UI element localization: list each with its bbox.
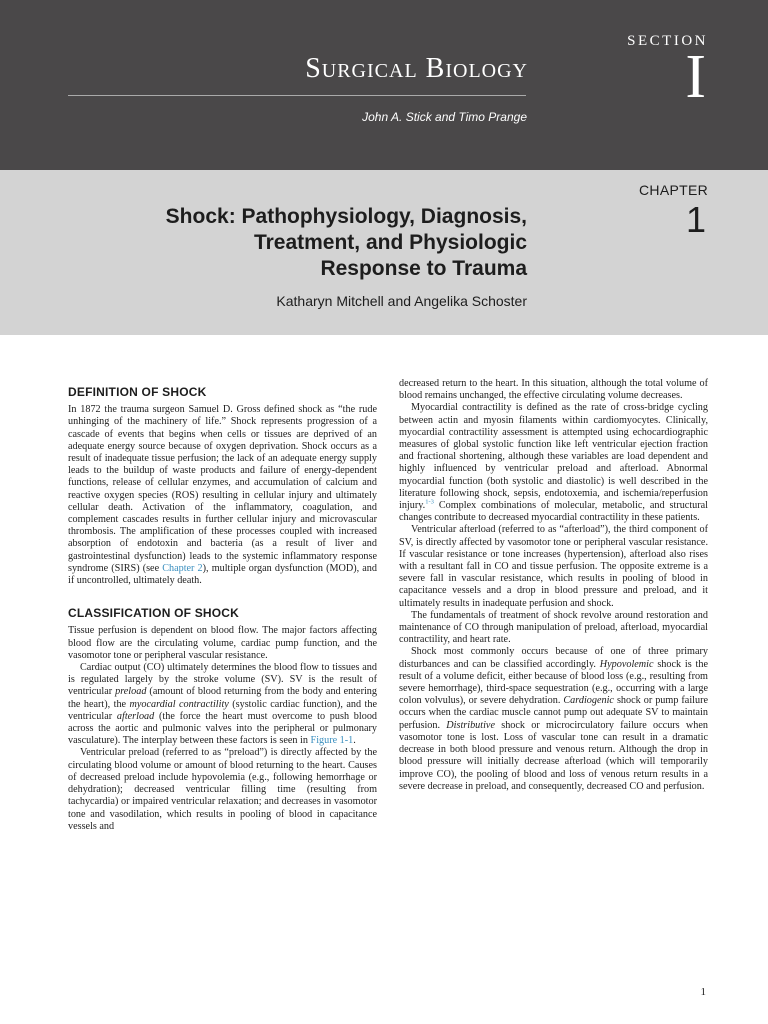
paragraph: decreased return to the heart. In this situation, although the total volume of blood remains unchanged, the effective circulating volume decreases. [399, 378, 708, 402]
chapter-label: CHAPTER [639, 182, 708, 198]
book-authors: John A. Stick and Timo Prange [362, 110, 527, 124]
title-divider [68, 95, 526, 96]
figure-1-1-link[interactable]: Figure 1-1 [310, 735, 354, 747]
paragraph: Ventricular preload (referred to as “preload”) is directly affected by the circulating blood volume or amount of blood returning to the heart. Causes of decreased preload include hypovolemia (e.g., following hemorrhage or dehydration); decreased ventricular filling time (resulting from tachycardia) or impaired ventricular relaxation; and decreases in vasomotor tone and vasodilation, which results in pooling of blood in capacitance vessels and [68, 747, 377, 832]
chapter-number: 1 [685, 199, 706, 240]
paragraph: The fundamentals of treatment of shock revolve around restoration and maintenance of CO through manipulation of preload, afterload, myocardial contractility, and heart rate. [399, 609, 708, 646]
section-number: I [685, 43, 706, 111]
chapter-title-line: Shock: Pathophysiology, Diagnosis, [165, 205, 527, 228]
margin-mark [2, 178, 8, 208]
chapter-title-line: Response to Trauma [320, 257, 527, 280]
chapter-authors: Katharyn Mitchell and Angelika Schoster [276, 293, 527, 309]
paragraph: Ventricular afterload (referred to as “afterload”), the third component of SV, is directly affected by vasomotor tone or peripheral vascular resistance. If vascular resistance or tone increases (hypertension), afterload also rises with a resultant fall in CO and tissue perfusion. The opposite extreme is a severe fall in vascular resistance, which results in pooling of blood in capacitance vessels and a drop in blood pressure and preload, and it ultimately results in inadequate perfusion and shock. [399, 524, 708, 609]
section-heading-definition: DEFINITION OF SHOCK [68, 385, 207, 399]
chapter-title-line: Treatment, and Physiologic [253, 231, 527, 254]
left-column [68, 378, 377, 833]
paragraph: Myocardial contractility is defined as the rate of cross-bridge cycling between actin and myosin filaments within cardiomyocytes. Clinically, myocardial contractility assessment is attempted using echocardiographic measures of global systolic function like left ventricular ejection fraction and fractional shortening, although these variables are load dependent and highly influenced by ventricular preload and afterload. Abnormal myocardial function (both systolic and diastolic) is well described in the literature following shock, sepsis, endotoxemia, and ischemia/reperfusion injury.$^{1-3}$ Complex combinations of molecular, metabolic, and structural changes contribute to decreased myocardial contractility in these patients. [399, 402, 708, 524]
chapter-title [67, 204, 527, 282]
paragraph: Tissue perfusion is dependent on blood flow. The major factors affecting blood flow are the circulating volume, cardiac pump function, and the vasomotor tone or peripheral vascular resistance. [68, 625, 377, 661]
section-heading-classification: CLASSIFICATION OF SHOCK [68, 606, 240, 621]
chapter-2-link[interactable]: Chapter 2 [162, 562, 203, 574]
paragraph: Cardiac output (CO) ultimately determines the blood flow to tissues and is regulated largely by the stroke volume (SV). SV is the result of ventricular preload (amount of blood returning from the body and entering the heart), the myocardial contractility (systolic cardiac function), and the ventricular afterload (the force the heart must overcome to push blood across the aortic and pulmonic valves into the peripheral or pulmonary vasculature). The interplay between these factors is seen in Figure 1-1. [68, 662, 378, 747]
book-title: Surgical Biology [305, 53, 528, 84]
section-label: SECTION [627, 33, 708, 49]
paragraph: Shock most commonly occurs because of one of three primary disturbances and can be classified accordingly. Hypovolemic shock is the result of a volume deficit, either because of blood loss (e.g., resulting from severe hemorrhage), third-space sequestration (e.g., occurring with a large colon volvulus), or severe dehydration. Cardiogenic shock or pump failure occurs when the cardiac muscle cannot pump out adequate SV to maintain perfusion. Distributive shock or microcirculatory failure occurs when vasomotor tone is lost. Loss of vascular tone can result in a dramatic decrease in both blood pressure and venous return. Although the drop in blood pressure will initially decrease afterload (which will temporarily improve CO), the pooling of blood and loss of venous return results in a severe decrease in preload, and consequently, decreased CO and perfusion. [399, 646, 708, 792]
reference-link[interactable]: 1-3 [425, 498, 434, 506]
page-number: 1 [700, 986, 706, 998]
paragraph: In 1872 the trauma surgeon Samuel D. Gross defined shock as “the rude unhinging of the machinery of life.” Shock represents progression of a cascade of events that begins when cells or tissues are deprived of an adequate energy source because of oxygen deprivation. Shock occurs as a result of inadequate tissue perfusion; the lack of an adequate energy supply leads to the buildup of waste products and failure of energy-dependent functions, release of cellular enzymes, and accumulation of calcium and reactive oxygen species (ROS) resulting in cellular injury and ultimately cellular death. Activation of the inflammatory, coagulation, and complement cascades results in further cellular injury and microvascular thrombosis. The amplification of these processes coupled with increased absorption of endotoxin and bacteria (as a result of liver and gastrointestinal dysfunction) leads to the systemic inflammatory response syndrome (SIRS) (see Chapter 2), multiple organ dysfunction (MOD), and if uncontrolled, ultimately death. [68, 404, 377, 587]
right-column [399, 378, 708, 793]
section-header-band [0, 0, 768, 170]
